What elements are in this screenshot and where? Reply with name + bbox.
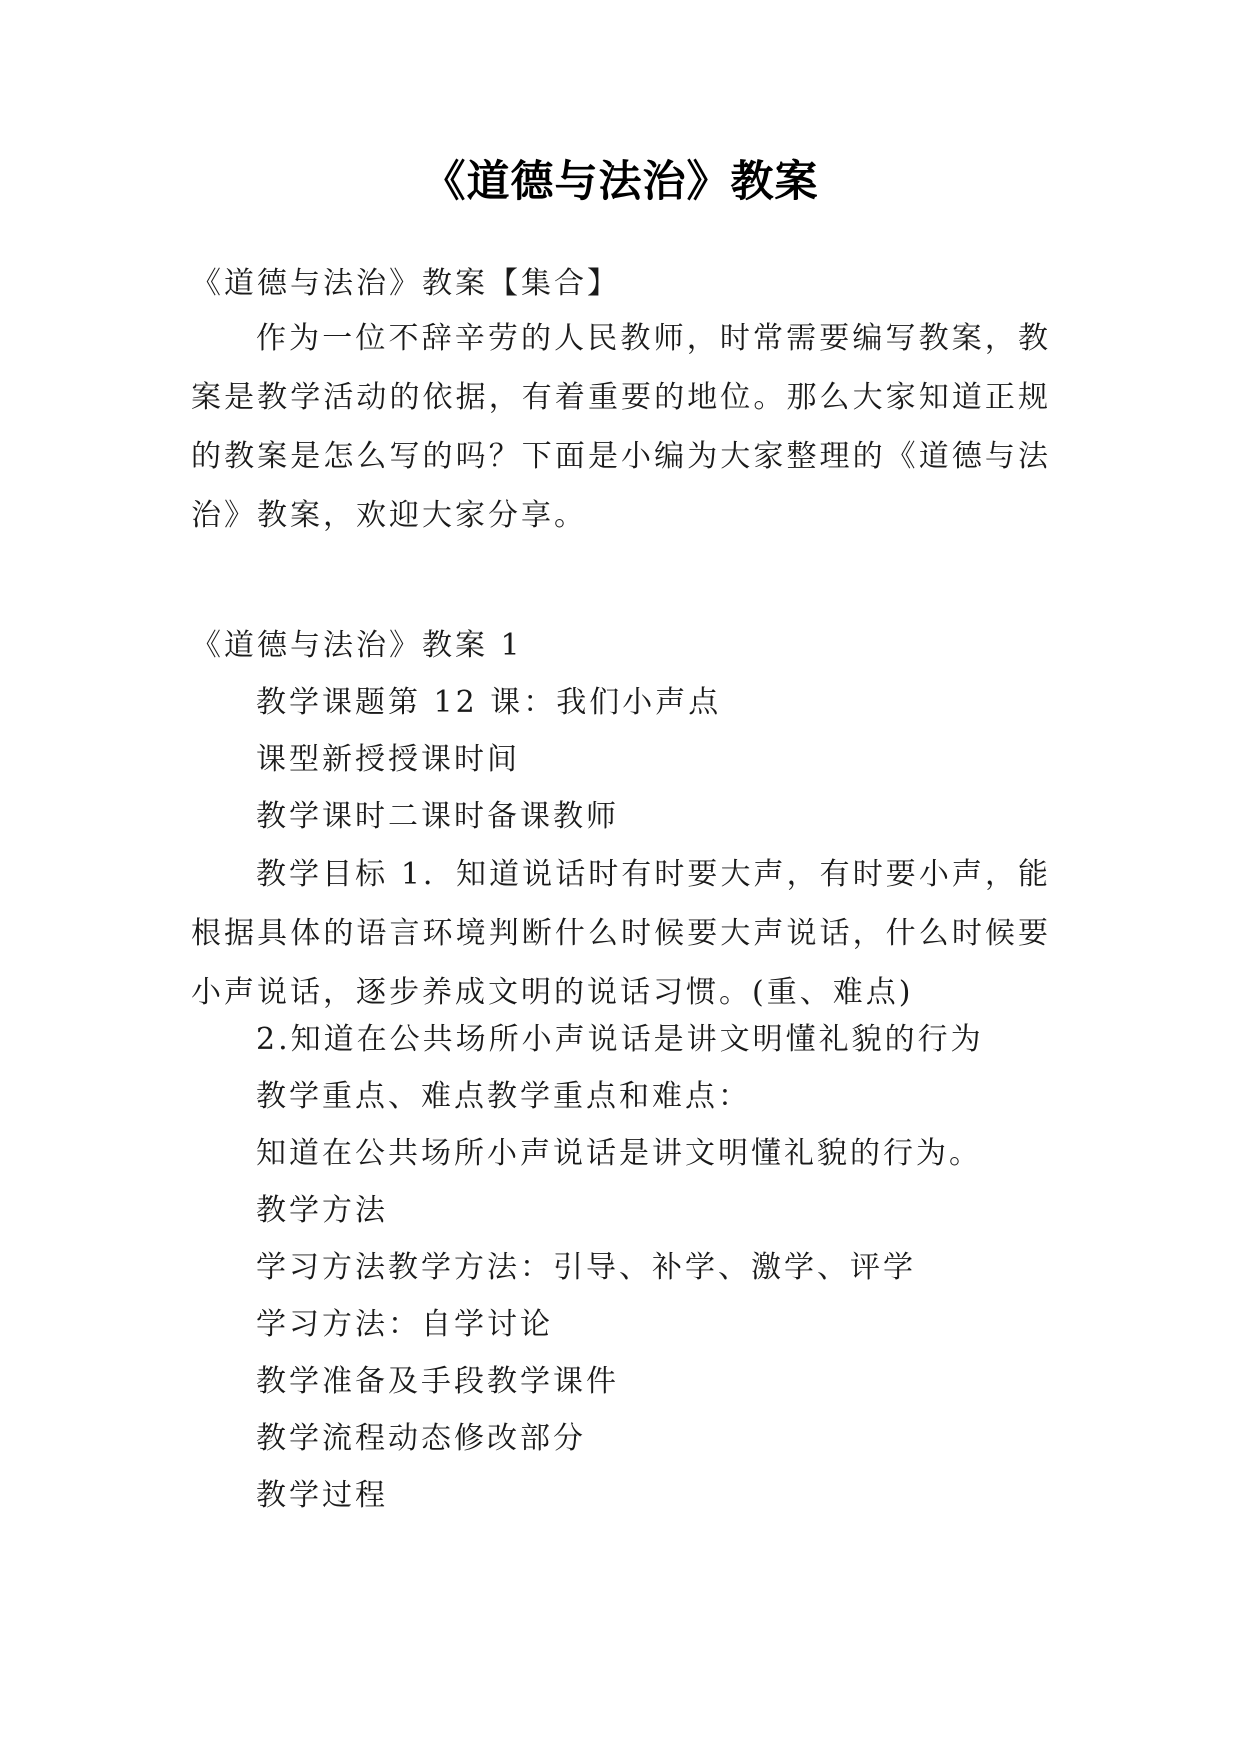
section-heading: 《道德与法治》教案 1 [191, 628, 523, 663]
document-title: 《道德与法治》教案 [422, 157, 819, 207]
key-points-content: 知道在公共场所小声说话是讲文明懂礼貌的行为。 [256, 1136, 982, 1171]
lesson-type: 课型新授授课时间 [256, 742, 520, 777]
teaching-process: 教学过程 [256, 1478, 388, 1513]
learning-methods: 学习方法：自学讨论 [256, 1307, 553, 1342]
objective-2: 2.知道在公共场所小声说话是讲文明懂礼貌的行为 [256, 1022, 984, 1057]
methods-heading: 教学方法 [256, 1193, 388, 1228]
lesson-hours: 教学课时二课时备课教师 [256, 799, 619, 834]
objective-1: 教学目标 1．知道说话时有时要大声，有时要小声，能根据具体的语言环境判断什么时候要大声说话，什么时候要小声说话，逐步养成文明的说话习惯。(重、难点) [191, 857, 1051, 1010]
key-points-heading: 教学重点、难点教学重点和难点： [256, 1079, 751, 1114]
teaching-flow: 教学流程动态修改部分 [256, 1421, 586, 1456]
lesson-topic: 教学课题第 12 课：我们小声点 [256, 685, 722, 720]
intro-paragraph: 作为一位不辞辛劳的人民教师，时常需要编写教案，教案是教学活动的依据，有着重要的地位。那么大家知道正规的教案是怎么写的吗？下面是小编为大家整理的《道德与法治》教案，欢迎大家分享。 [191, 321, 1051, 533]
teaching-preparation: 教学准备及手段教学课件 [256, 1364, 619, 1399]
teaching-methods: 学习方法教学方法：引导、补学、激学、评学 [256, 1250, 916, 1285]
collection-heading: 《道德与法治》教案【集合】 [191, 266, 620, 301]
